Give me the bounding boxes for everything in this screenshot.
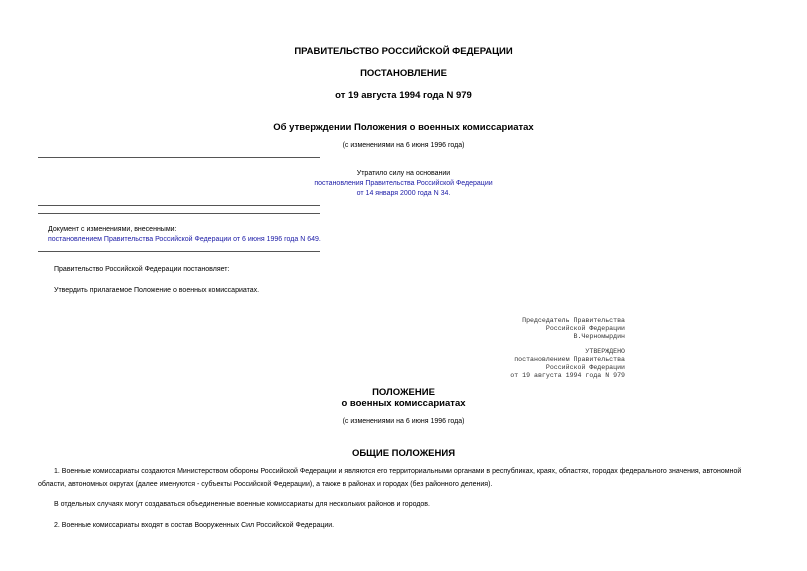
section-title: ОБЩИЕ ПОЛОЖЕНИЯ bbox=[351, 448, 456, 459]
regulation-edition-note: (с изменениями на 6 июня 1996 года) bbox=[342, 418, 465, 425]
signature-line: Российской Федерации bbox=[545, 325, 625, 332]
paragraph-1-line-1: 1. Военные комиссариаты создаются Министерством обороны Российской Федерации и являются его территориальными органами в республиках, краях, областях, городах федерального значения, автономной bbox=[54, 468, 742, 475]
repeal-link-line2[interactable]: от 14 января 2000 года N 34. bbox=[356, 190, 451, 197]
signature-line: Председатель Правительства bbox=[522, 317, 625, 324]
paragraph-3: 2. Военные комиссариаты входят в состав Вооруженных Сил Российской Федерации. bbox=[54, 522, 335, 529]
doc-type-heading: ПОСТАНОВЛЕНИЕ bbox=[360, 68, 447, 79]
changes-label: Документ с изменениями, внесенными: bbox=[48, 226, 177, 233]
approved-line: УТВЕРЖДЕНО bbox=[585, 348, 625, 355]
signature-name: В.Черномырдин bbox=[573, 333, 625, 340]
date-number-heading: от 19 августа 1994 года N 979 bbox=[335, 90, 472, 101]
approve-text: Утвердить прилагаемое Положение о военных комиссариатах. bbox=[54, 287, 260, 294]
approved-line: от 19 августа 1994 года N 979 bbox=[510, 372, 625, 379]
document-title: Об утверждении Положения о военных комиссариатах bbox=[273, 122, 534, 133]
regulation-title: ПОЛОЖЕНИЕ bbox=[372, 387, 435, 398]
divider bbox=[38, 205, 320, 206]
edition-note: (с изменениями на 6 июня 1996 года) bbox=[342, 142, 465, 149]
approved-line: постановлением Правительства bbox=[514, 356, 625, 363]
org-heading: ПРАВИТЕЛЬСТВО РОССИЙСКОЙ ФЕДЕРАЦИИ bbox=[294, 46, 513, 57]
changes-link[interactable]: постановлением Правительства Российской Федерации от 6 июня 1996 года N 649. bbox=[48, 236, 321, 243]
regulation-subtitle: о военных комиссариатах bbox=[341, 398, 466, 409]
paragraph-1-line-2: области, автономных округах (далее именуются - субъекты Российской Федерации), а также в районах и городах (без районного деления). bbox=[38, 481, 493, 488]
repeal-note: Утратило силу на основании bbox=[356, 170, 451, 177]
approved-line: Российской Федерации bbox=[545, 364, 625, 371]
divider bbox=[38, 251, 320, 252]
divider bbox=[38, 157, 320, 158]
decree-text: Правительство Российской Федерации постановляет: bbox=[54, 266, 230, 273]
divider bbox=[38, 213, 320, 214]
paragraph-2: В отдельных случаях могут создаваться объединенные военные комиссариаты для нескольких районов и городов. bbox=[54, 501, 430, 508]
repeal-link-line1[interactable]: постановления Правительства Российской Федерации bbox=[314, 180, 493, 187]
